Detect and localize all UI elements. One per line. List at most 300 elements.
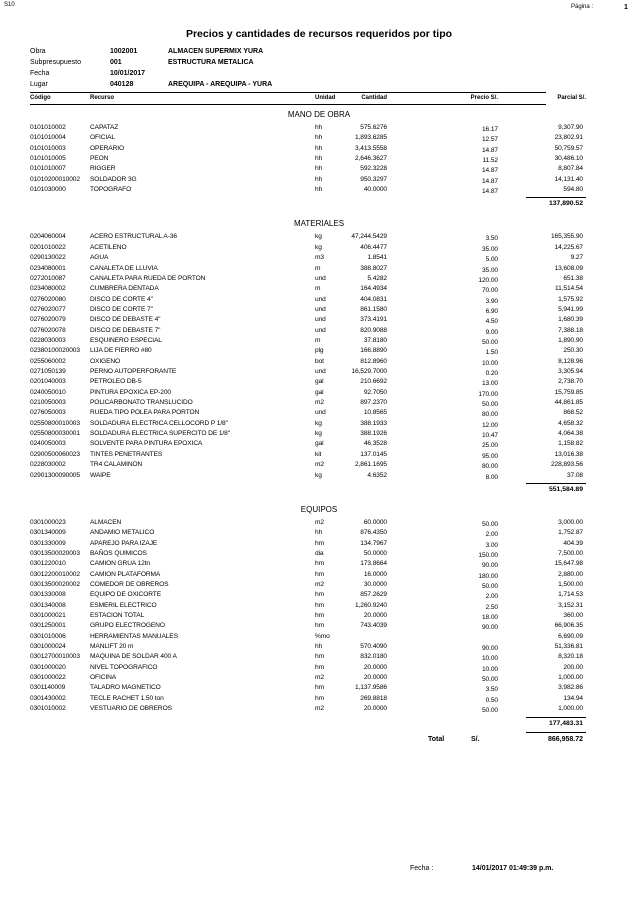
page-label: Página : [571, 4, 594, 10]
table-row [0, 337, 638, 347]
table-row [0, 560, 638, 570]
table-row [0, 440, 638, 450]
cell-code: 0234080001 [30, 264, 66, 272]
cell-unit: m2 [315, 705, 324, 713]
table-row [0, 316, 638, 326]
cell-quantity: 861.1580 [360, 305, 387, 313]
cell-quantity: 857.2629 [360, 591, 387, 599]
cell-partial: 228,893.56 [550, 461, 583, 469]
cell-price: 50.00 [481, 707, 498, 715]
cell-unit: und [315, 305, 326, 313]
cell-price: 11.52 [482, 157, 498, 165]
cell-code: 0101010002 [30, 124, 66, 131]
cell-price: 170.00 [478, 390, 498, 398]
cell-quantity: 388.1933 [360, 419, 387, 427]
meta-label: Lugar [30, 81, 48, 88]
cell-code: 02550800030001 [30, 430, 80, 438]
cell-code: 0301140009 [30, 684, 66, 692]
cell-resource: ESQUINERO ESPECIAL [90, 336, 162, 344]
cell-code: 02900500060023 [30, 450, 80, 458]
meta-label: Fecha [30, 70, 50, 77]
cell-partial: 3,000.00 [558, 518, 583, 526]
total-value: 866,958.72 [547, 735, 583, 743]
cell-unit: hh [315, 155, 323, 163]
cell-resource: OXIGENO [90, 357, 121, 365]
cell-quantity: 832.0180 [360, 653, 387, 661]
cell-code: 0255060002 [30, 357, 66, 365]
cell-resource: PERNO AUTOPERFORANTE [90, 368, 177, 375]
section-title: EQUIPOS [300, 504, 338, 514]
cell-resource: ACETILENO [90, 243, 127, 251]
cell-price: 120.00 [478, 276, 498, 284]
table-row [0, 134, 638, 144]
cell-quantity: 897.2370 [360, 399, 387, 407]
cell-code: 0301000020 [30, 663, 66, 671]
cell-quantity: 812.8960 [360, 357, 387, 365]
section-title: MATERIALES [293, 219, 345, 229]
cell-quantity: 2,861.1695 [354, 461, 387, 469]
table-row [0, 591, 638, 601]
cell-quantity: 1,893.6285 [354, 134, 387, 142]
cell-quantity: 2,646.3627 [354, 155, 387, 163]
cell-price: 3.90 [485, 297, 498, 305]
cell-price: 8.00 [485, 473, 498, 481]
cell-price: 16.17 [481, 126, 498, 133]
cell-price: 90.00 [481, 562, 498, 570]
cell-code: 0271050139 [30, 368, 66, 375]
col-partial: Parcial S/. [557, 95, 586, 101]
cell-price: 2.00 [485, 593, 498, 601]
cell-quantity: 1,260.9240 [354, 601, 387, 609]
cell-resource: RIGGER [90, 165, 116, 173]
table-row [0, 327, 638, 337]
cell-price: 35.00 [481, 266, 498, 274]
cell-code: 02380100020003 [30, 347, 80, 355]
cell-partial: 868.52 [563, 409, 583, 417]
cell-price: 10.00 [481, 655, 498, 663]
cell-code: 03012700010003 [30, 653, 80, 661]
cell-code: 0301220010 [30, 560, 66, 568]
cell-unit: und [315, 274, 326, 282]
subtotal-rule [526, 717, 586, 718]
cell-quantity: 406.4477 [360, 243, 387, 251]
cell-code: 0228030002 [30, 461, 66, 469]
table-row [0, 695, 638, 705]
cell-price: 12.00 [481, 421, 498, 429]
cell-price: 3.00 [485, 541, 498, 549]
cell-partial: 1,575.92 [558, 295, 583, 303]
cell-code: 0234080002 [30, 285, 66, 293]
cell-unit: m2 [315, 518, 324, 526]
cell-partial: 3,152.31 [558, 601, 583, 609]
cell-partial: 250.30 [563, 347, 583, 355]
table-row [0, 550, 638, 560]
cell-partial: 165,355.90 [550, 233, 583, 241]
cell-code: 0101010005 [30, 155, 66, 163]
footer-date-label: Fecha : [410, 865, 434, 872]
cell-quantity: 47,244.5429 [351, 233, 387, 241]
cell-resource: TINTES PENETRANTES [90, 450, 163, 458]
table-row [0, 540, 638, 550]
cell-unit: kg [315, 419, 322, 427]
cell-code: 0101010007 [30, 165, 66, 173]
cell-unit: hm [315, 622, 324, 630]
cell-unit: m2 [315, 580, 324, 588]
cell-code: 02901300090005 [30, 471, 80, 479]
footer-date-value: 14/01/2017 01:49:39 p.m. [472, 865, 554, 872]
cell-resource: CAPATAZ [90, 124, 119, 131]
cell-code: 0228030003 [30, 336, 66, 344]
cell-code: 0272010087 [30, 274, 66, 282]
cell-quantity: 269.8818 [360, 694, 387, 702]
cell-quantity: 1.8541 [367, 254, 387, 262]
cell-code: 0301000023 [30, 518, 66, 526]
cell-partial: 2,738.70 [558, 378, 583, 386]
cell-unit: kg [315, 471, 322, 479]
cell-partial: 7,388.18 [558, 326, 583, 334]
cell-partial: 66,906.35 [554, 622, 583, 630]
cell-resource: DISCO DE DEBASTE 7" [90, 326, 161, 334]
cell-code: 0240050010 [30, 388, 66, 396]
cell-quantity: 164.4934 [360, 285, 387, 293]
cell-resource: OFICIAL [90, 134, 115, 142]
cell-partial: 23,802.91 [554, 134, 583, 142]
cell-price: 3.50 [485, 235, 498, 243]
cell-code: 0301330009 [30, 539, 66, 547]
cell-price: 14.87 [481, 167, 498, 175]
cell-code: 0101010003 [30, 144, 66, 152]
cell-quantity: 173.8664 [360, 560, 387, 568]
cell-partial: 13,016.38 [554, 450, 583, 458]
cell-unit: hm [315, 560, 324, 568]
cell-resource: NIVEL TOPOGRAFICO [90, 663, 158, 671]
cell-resource: ALMACEN [90, 518, 122, 526]
cell-quantity: 950.3297 [360, 175, 387, 183]
cell-unit: gal [315, 378, 324, 386]
col-price: Precio S/. [470, 95, 498, 101]
cell-partial: 1,680.39 [558, 316, 583, 324]
cell-code: 0201010022 [30, 243, 66, 251]
cell-price: 1.50 [485, 349, 498, 357]
cell-unit: kg [315, 233, 322, 241]
cell-unit: hm [315, 601, 324, 609]
table-row [0, 571, 638, 581]
cell-price: 80.00 [481, 463, 498, 471]
cell-unit: hh [315, 529, 323, 537]
cell-quantity: 575.6276 [360, 124, 387, 131]
cell-quantity: 4.6352 [367, 471, 387, 479]
table-row [0, 643, 638, 653]
cell-code: 0276050003 [30, 409, 66, 417]
meta-value: AREQUIPA - AREQUIPA - YURA [168, 81, 273, 88]
cell-unit: %mo [315, 632, 330, 640]
cell-unit: gal [315, 440, 324, 448]
cell-partial: 8,807.84 [558, 165, 583, 173]
cell-price: 18.00 [481, 614, 498, 621]
cell-quantity: 592.3228 [360, 165, 387, 173]
table-row [0, 399, 638, 409]
table-row [0, 409, 638, 419]
table-row [0, 684, 638, 694]
cell-resource: LIJA DE FIERRO #80 [90, 347, 152, 355]
cell-resource: PETROLEO DB-5 [90, 378, 142, 386]
header-bottom-rule [30, 104, 546, 105]
table-row [0, 124, 638, 134]
cell-partial: 37.08 [566, 471, 583, 479]
cell-quantity: 20.0000 [363, 663, 387, 671]
cell-code: 0290130022 [30, 254, 66, 262]
cell-partial: 1,158.82 [558, 440, 583, 448]
cell-price: 0.20 [485, 370, 498, 377]
cell-code: 01010200010002 [30, 175, 80, 183]
table-row [0, 420, 638, 430]
meta-value: ALMACEN SUPERMIX YURA [168, 48, 264, 55]
cell-partial: 14,131.40 [554, 175, 583, 183]
cell-price: 6.90 [485, 307, 498, 315]
cell-partial: 1,714.53 [558, 591, 583, 599]
cell-quantity: 60.0000 [363, 518, 387, 526]
cell-unit: hm [315, 570, 324, 578]
cell-resource: SOLDADURA ELECTRICA CELLOCORD P 1/8" [90, 419, 228, 427]
report-code: S10 [4, 2, 15, 8]
cell-resource: MAQUINA DE SOLDAR 400 A [90, 653, 177, 661]
table-row [0, 472, 638, 482]
cell-unit: m [315, 264, 321, 272]
table-row [0, 306, 638, 316]
cell-resource: CANALETA DE LLUVIA [90, 264, 158, 272]
cell-unit: hm [315, 612, 324, 619]
cell-price: 4.50 [485, 318, 498, 326]
cell-partial: 5,941.99 [558, 305, 583, 313]
table-row [0, 165, 638, 175]
cell-partial: 8,128.96 [558, 357, 583, 365]
cell-price: 50.00 [481, 338, 498, 346]
cell-quantity: 20.0000 [363, 612, 387, 619]
table-row [0, 602, 638, 612]
cell-price: 35.00 [481, 245, 498, 253]
cell-unit: m2 [315, 399, 324, 407]
cell-code: 0240050003 [30, 440, 66, 448]
cell-code: 0276020077 [30, 305, 66, 313]
cell-resource: SOLDADURA ELECTRICA SUPERCITO DE 1/8" [90, 430, 230, 438]
cell-code: 0204060004 [30, 233, 66, 241]
cell-code: 0201040003 [30, 378, 66, 386]
cell-quantity: 5.4282 [367, 274, 387, 282]
table-row [0, 519, 638, 529]
col-code: Código [30, 95, 51, 101]
cell-partial: 594.80 [563, 186, 583, 194]
meta-code: 1002001 [110, 48, 138, 55]
cell-partial: 30,486.10 [554, 155, 583, 163]
cell-quantity: 373.4191 [360, 316, 387, 324]
cell-partial: 200.00 [563, 663, 583, 671]
cell-quantity: 16,529.7000 [351, 368, 387, 375]
table-row [0, 244, 638, 254]
cell-unit: dia [315, 549, 324, 557]
cell-unit: m [315, 285, 321, 293]
cell-quantity: 40.0000 [363, 186, 387, 194]
cell-partial: 134.94 [563, 694, 583, 702]
cell-resource: PEON [90, 155, 109, 163]
section-title: MANO DE OBRA [287, 110, 351, 119]
cell-partial: 6,690.09 [558, 632, 583, 640]
cell-partial: 3,982.86 [558, 684, 583, 692]
cell-unit: m3 [315, 254, 324, 262]
cell-partial: 1,000.00 [558, 705, 583, 713]
cell-quantity: 743.4039 [360, 622, 387, 630]
table-row [0, 233, 638, 243]
table-row [0, 275, 638, 285]
cell-unit: und [315, 326, 326, 334]
cell-quantity: 92.7050 [363, 388, 387, 396]
cell-resource: WAIPE [90, 471, 111, 479]
cell-code: 03013500020003 [30, 549, 80, 557]
cell-partial: 1,752.87 [558, 529, 583, 537]
meta-code: 040128 [110, 81, 134, 88]
cell-unit: hh [315, 124, 323, 131]
meta-value: ESTRUCTURA METALICA [168, 59, 254, 66]
table-row [0, 389, 638, 399]
cell-partial: 3,305.94 [558, 368, 583, 375]
cell-resource: ESTACION TOTAL [90, 612, 145, 619]
table-row [0, 145, 638, 155]
cell-partial: 4,658.32 [558, 419, 583, 427]
table-row [0, 254, 638, 264]
cell-price: 14.87 [481, 188, 498, 196]
cell-price: 14.87 [481, 146, 498, 154]
cell-unit: hm [315, 684, 324, 692]
cell-quantity: 570.4090 [360, 643, 387, 651]
cell-quantity: 137.0145 [360, 450, 387, 458]
cell-resource: OFICINA [90, 674, 117, 682]
cell-quantity: 876.4350 [360, 529, 387, 537]
cell-quantity: 3,413.5558 [354, 144, 387, 152]
cell-quantity: 820.9088 [360, 326, 387, 334]
col-resource: Recurso [90, 95, 115, 101]
cell-price: 10.47 [481, 432, 498, 440]
cell-unit: m2 [315, 461, 324, 469]
cell-unit: hh [315, 186, 323, 194]
cell-price: 25.00 [481, 442, 498, 450]
cell-price: 5.00 [485, 256, 498, 264]
cell-unit: gal [315, 388, 324, 396]
cell-partial: 7,500.00 [558, 549, 583, 557]
cell-code: 0101030000 [30, 186, 66, 194]
cell-price: 9.00 [485, 328, 498, 336]
cell-unit: hh [315, 144, 323, 152]
cell-price: 95.00 [481, 452, 498, 460]
table-row [0, 378, 638, 388]
cell-price: 10.00 [481, 665, 498, 673]
cell-partial: 50,759.57 [554, 144, 583, 152]
cell-quantity: 166.8890 [360, 347, 387, 355]
cell-unit: m [315, 336, 321, 344]
table-row [0, 368, 638, 378]
table-row [0, 529, 638, 539]
cell-unit: plg [315, 347, 324, 355]
cell-partial: 14,225.67 [554, 243, 583, 251]
cell-quantity: 10.8565 [363, 409, 387, 417]
cell-resource: COMEDOR DE OBREROS [90, 580, 169, 588]
report-title: Precios y cantidades de recursos requeridos por tipo [185, 28, 453, 40]
cell-quantity: 16.0000 [363, 570, 387, 578]
cell-code: 0276020080 [30, 295, 66, 303]
cell-resource: CUMBRERA DENTADA [90, 285, 159, 293]
table-row [0, 622, 638, 632]
cell-resource: SOLDADOR 3G [90, 175, 137, 183]
col-unit: Unidad [315, 95, 336, 101]
cell-code: 03013500020002 [30, 580, 80, 588]
cell-code: 0301340008 [30, 601, 66, 609]
cell-code: 0276020079 [30, 316, 66, 324]
cell-resource: TOPOGRAFO [90, 186, 132, 194]
cell-resource: DISCO DE CORTE 4" [90, 295, 153, 303]
cell-price: 50.00 [481, 676, 498, 684]
subtotal-rule [526, 483, 586, 484]
table-row [0, 653, 638, 663]
cell-price: 2.00 [485, 531, 498, 539]
table-row [0, 633, 638, 643]
cell-resource: EQUIPO DE OXICORTE [90, 591, 161, 599]
cell-quantity: 50.0000 [363, 549, 387, 557]
cell-code: 0301000021 [30, 612, 66, 619]
cell-price: 180.00 [478, 572, 498, 580]
cell-quantity: 20.0000 [363, 705, 387, 713]
table-row [0, 430, 638, 440]
cell-resource: HERRAMIENTAS MANUALES [90, 632, 178, 640]
cell-resource: APAREJO PARA IZAJE [90, 539, 158, 547]
cell-partial: 2,880.00 [558, 570, 583, 578]
table-row [0, 664, 638, 674]
cell-code: 0210050003 [30, 399, 66, 407]
meta-label: Subpresupuesto [30, 59, 81, 66]
cell-price: 0.50 [485, 696, 498, 704]
cell-resource: TECLE RACHET 1.50 ton [90, 694, 164, 702]
cell-resource: ACERO ESTRUCTURAL A-36 [90, 233, 177, 241]
table-row [0, 285, 638, 295]
cell-resource: TR4 CALAMINON [90, 461, 143, 469]
cell-partial: 1,000.00 [558, 674, 583, 682]
cell-resource: ANDAMIO METALICO [90, 529, 155, 537]
cell-price: 3.50 [485, 686, 498, 694]
cell-code: 03012200010002 [30, 570, 80, 578]
total-label: Total [428, 735, 445, 743]
cell-code: 0301250001 [30, 622, 66, 630]
cell-resource: DISCO DE DEBASTE 4" [90, 316, 161, 324]
cell-code: 0301340009 [30, 529, 66, 537]
cell-price: 13.00 [481, 380, 498, 388]
cell-resource: CAMION PLATAFORMA [90, 570, 161, 578]
cell-unit: hh [315, 175, 323, 183]
cell-price: 50.00 [481, 520, 498, 528]
meta-code: 001 [110, 59, 122, 66]
cell-unit: hh [315, 643, 323, 651]
cell-resource: PINTURA EPOXICA EP-200 [90, 388, 171, 396]
cell-code: 0301010002 [30, 705, 66, 713]
cell-unit: und [315, 316, 326, 324]
section-subtotal: 551,584.89 [548, 485, 583, 493]
cell-partial: 15,647.98 [554, 560, 583, 568]
cell-resource: ESMERIL ELECTRICO [90, 601, 157, 609]
cell-unit: hh [315, 165, 323, 173]
cell-resource: TALADRO MAGNETICO [90, 684, 161, 692]
cell-price: 50.00 [481, 401, 498, 409]
cell-price: 12.57 [481, 136, 498, 144]
cell-resource: VESTUARIO DE OBREROS [90, 705, 172, 713]
table-row [0, 705, 638, 715]
cell-code: 02550800010003 [30, 419, 80, 427]
cell-unit: hm [315, 694, 324, 702]
